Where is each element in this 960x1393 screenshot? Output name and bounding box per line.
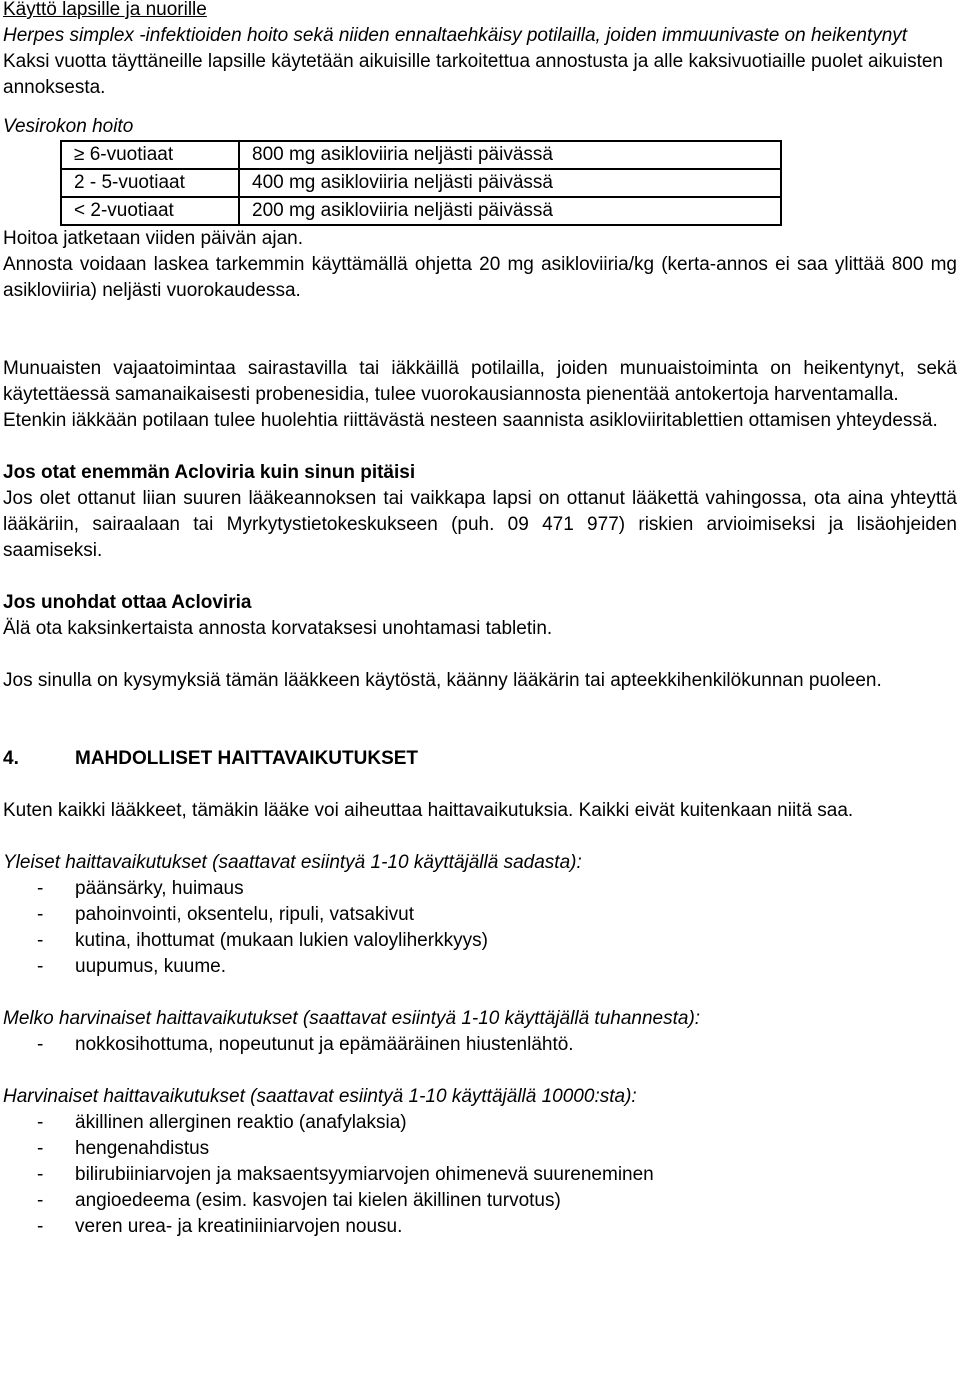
uncommon-side-effects-heading: Melko harvinaiset haittavaikutukset (saattavat esiintyä 1-10 käyttäjällä tuhannesta): [3, 1008, 701, 1029]
uncommon-side-effects-list [3, 1032, 957, 1058]
document-page [3, 0, 957, 1240]
chickenpox-heading: Vesirokon hoito [3, 116, 134, 137]
overdose-heading: Jos otat enemmän Acloviria kuin sinun pitäisi [3, 462, 416, 483]
kidney-text: Munuaisten vajaatoimintaa sairastavilla tai iäkkäillä potilailla, joiden munuaistoiminta on heikentynyt, sekä käytettäessä samanaikaisesti probenesidia, tulee vuorokausiannosta pienentää antokertoja harventamalla. [3, 358, 957, 405]
section-title: MAHDOLLISET HAITTAVAIKUTUKSET [75, 748, 419, 769]
list-item: - pahoinvointi, oksentelu, ripuli, vatsakivut [37, 904, 415, 925]
dose-value-cell: 400 mg asikloviiria neljästi päivässä [239, 169, 781, 197]
missed-dose-heading: Jos unohdat ottaa Acloviria [3, 592, 252, 613]
dose-age-cell: 2 - 5-vuotiaat [61, 169, 239, 197]
section-number: 4. [3, 748, 19, 769]
list-item: - angioedeema (esim. kasvojen tai kielen äkillinen turvotus) [37, 1190, 561, 1211]
missed-dose-text: Älä ota kaksinkertaista annosta korvataksesi unohtamasi tabletin. [3, 618, 553, 639]
section-4-heading [3, 746, 957, 772]
dose-value-cell: 200 mg asikloviiria neljästi päivässä [239, 197, 781, 225]
list-item: - uupumus, kuume. [37, 956, 227, 977]
herpes-heading: Herpes simplex -infektioiden hoito sekä niiden ennaltaehkäisy potilailla, joiden immuunivaste on heikentynyt [3, 25, 908, 46]
questions-text: Jos sinulla on kysymyksiä tämän lääkkeen käytöstä, käänny lääkärin tai apteekkihenkilökunnan puoleen. [3, 670, 882, 691]
herpes-text: Kaksi vuotta täyttäneille lapsille käytetään aikuisille tarkoitettua annostusta ja alle kaksivuotiaille puolet aikuisten annoksesta. [3, 51, 943, 98]
dose-table-row [61, 141, 781, 169]
list-item: - bilirubiiniarvojen ja maksaentsyymiarvojen ohimenevä suureneminen [37, 1164, 654, 1185]
section-4-intro: Kuten kaikki lääkkeet, tämäkin lääke voi aiheuttaa haittavaikutuksia. Kaikki eivät kuitenkaan niitä saa. [3, 800, 854, 821]
list-item: - päänsärky, huimaus [37, 878, 244, 899]
list-item: - kutina, ihottumat (mukaan lukien valoyliherkkyys) [37, 930, 488, 951]
dose-age-cell: ≥ 6-vuotiaat [61, 141, 239, 169]
list-item: - äkillinen allerginen reaktio (anafylaksia) [37, 1112, 407, 1133]
dose-table [60, 140, 782, 226]
rare-side-effects-list [3, 1110, 957, 1240]
dose-table-row [61, 197, 781, 225]
children-use-heading: Käyttö lapsille ja nuorille [3, 0, 207, 20]
common-side-effects-heading: Yleiset haittavaikutukset (saattavat esiintyä 1-10 käyttäjällä sadasta): [3, 852, 582, 873]
overdose-text: Jos olet ottanut liian suuren lääkeannoksen tai vaikkapa lapsi on ottanut lääkettä vahingossa, ota aina yhteyttä lääkäriin, sairaalaan tai Myrkytystietokeskukseen (puh. 09 471 977) riskien arvioimiseksi ja lisäohjeiden saamiseksi. [3, 488, 957, 561]
list-item: - nokkosihottuma, nopeutunut ja epämääräinen hiustenlähtö. [37, 1034, 574, 1055]
common-side-effects-list [3, 876, 957, 980]
dose-value-cell: 800 mg asikloviiria neljästi päivässä [239, 141, 781, 169]
dose-age-cell: < 2-vuotiaat [61, 197, 239, 225]
rare-side-effects-heading: Harvinaiset haittavaikutukset (saattavat esiintyä 1-10 käyttäjällä 10000:sta): [3, 1086, 637, 1107]
list-item: - veren urea- ja kreatiniiniarvojen nousu. [37, 1216, 403, 1237]
elderly-text: Etenkin iäkkään potilaan tulee huolehtia riittävästä nesteen saannista asikloviiritablettien ottamisen yhteydessä. [3, 410, 938, 431]
dose-table-row [61, 169, 781, 197]
weight-dose-text: Annosta voidaan laskea tarkemmin käyttämällä ohjetta 20 mg asikloviiria/kg (kerta-annos ei saa ylittää 800 mg asikloviiria) neljästi vuorokaudessa. [3, 254, 957, 301]
list-item: - hengenahdistus [37, 1138, 210, 1159]
duration-text: Hoitoa jatketaan viiden päivän ajan. [3, 228, 303, 249]
